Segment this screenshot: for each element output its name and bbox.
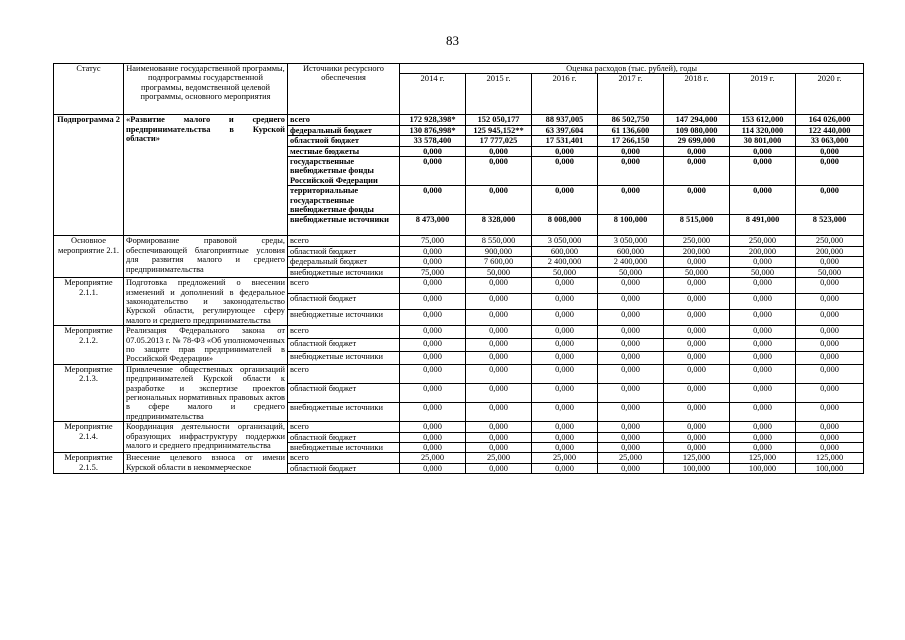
- row-value: 0,000: [466, 351, 532, 364]
- row-value: 0,000: [796, 157, 864, 186]
- row-value: 0,000: [598, 443, 664, 453]
- row-value: 0,000: [730, 146, 796, 156]
- row-value: 75,000: [400, 267, 466, 277]
- row-value: 0,000: [598, 432, 664, 442]
- row-funding-source: всего: [288, 236, 400, 246]
- row-value: 172 928,398*: [400, 115, 466, 125]
- row-value: 25,000: [466, 453, 532, 463]
- row-funding-source: областной бюджет: [288, 246, 400, 256]
- row-value: 50,000: [466, 267, 532, 277]
- row-value: 164 026,000: [796, 115, 864, 125]
- row-value: 0,000: [664, 146, 730, 156]
- row-funding-source: областной бюджет: [288, 136, 400, 146]
- row-value: 100,000: [664, 463, 730, 473]
- row-value: 600,000: [532, 246, 598, 256]
- row-value: 0,000: [466, 339, 532, 352]
- row-value: 0,000: [730, 257, 796, 267]
- row-value: 0,000: [598, 278, 664, 294]
- row-value: 0,000: [532, 339, 598, 352]
- row-value: 100,000: [796, 463, 864, 473]
- row-funding-source: внебюджетные источники: [288, 267, 400, 277]
- row-value: 0,000: [400, 186, 466, 215]
- row-funding-source: всего: [288, 115, 400, 125]
- table-row: [54, 278, 864, 294]
- row-value: 0,000: [532, 157, 598, 186]
- row-value: 0,000: [532, 422, 598, 432]
- row-value: 0,000: [598, 351, 664, 364]
- row-value: 8 328,000: [466, 215, 532, 236]
- row-value: 0,000: [664, 310, 730, 326]
- row-value: 130 876,998*: [400, 125, 466, 135]
- row-value: 0,000: [730, 186, 796, 215]
- table-row: [54, 364, 864, 383]
- row-value: 0,000: [598, 463, 664, 473]
- row-value: 0,000: [532, 432, 598, 442]
- row-value: 0,000: [532, 326, 598, 339]
- header-year: 2020 г.: [796, 74, 864, 115]
- table-header: [54, 64, 864, 115]
- row-value: 250,000: [664, 236, 730, 246]
- row-value: 0,000: [598, 383, 664, 402]
- row-program-name: Внесение целевого взноса от имени Курской области в некоммерческое: [124, 453, 288, 474]
- row-funding-source: областной бюджет: [288, 339, 400, 352]
- row-value: 0,000: [466, 422, 532, 432]
- row-value: 0,000: [400, 432, 466, 442]
- header-status: Статус: [54, 64, 124, 115]
- row-value: 0,000: [532, 463, 598, 473]
- row-value: 8 491,000: [730, 215, 796, 236]
- table-row: [54, 326, 864, 339]
- row-value: 0,000: [664, 186, 730, 215]
- row-value: 0,000: [664, 403, 730, 422]
- row-value: 0,000: [796, 403, 864, 422]
- table-row: [54, 236, 864, 246]
- row-value: 0,000: [400, 157, 466, 186]
- row-program-name: Формирование правовой среды, обеспечивающей благоприятные условия для развития малого и среднего предпринимательства: [124, 236, 288, 278]
- row-value: 50,000: [664, 267, 730, 277]
- row-value: 0,000: [664, 339, 730, 352]
- row-value: 0,000: [466, 146, 532, 156]
- row-funding-source: всего: [288, 453, 400, 463]
- row-value: 125 945,152**: [466, 125, 532, 135]
- row-program-name: Подготовка предложений о внесении изменений и дополнений в федеральное законодательство и законодательство Курской области, регулирующее сферу малого и среднего предпринимательства: [124, 278, 288, 326]
- row-value: 250,000: [730, 236, 796, 246]
- row-value: 0,000: [664, 326, 730, 339]
- row-value: 200,000: [796, 246, 864, 256]
- row-value: 25,000: [598, 453, 664, 463]
- header-estimate: Оценка расходов (тыс. рублей), годы: [400, 64, 864, 74]
- row-value: 17 531,401: [532, 136, 598, 146]
- row-value: 0,000: [730, 310, 796, 326]
- row-program-name: Реализация Федерального закона от 07.05.2013 г. № 78-ФЗ «Об уполномоченных по защите прав предпринимателей в Российской Федерации»: [124, 326, 288, 365]
- row-value: 0,000: [400, 310, 466, 326]
- row-value: 0,000: [466, 463, 532, 473]
- row-value: 0,000: [400, 364, 466, 383]
- row-value: 0,000: [796, 326, 864, 339]
- row-value: 122 440,000: [796, 125, 864, 135]
- row-value: 50,000: [598, 267, 664, 277]
- row-value: 61 136,600: [598, 125, 664, 135]
- budget-table: [53, 63, 864, 474]
- row-value: 0,000: [400, 246, 466, 256]
- header-year: 2015 г.: [466, 74, 532, 115]
- row-value: 8 515,000: [664, 215, 730, 236]
- row-value: 0,000: [532, 403, 598, 422]
- row-value: 0,000: [532, 278, 598, 294]
- row-value: 50,000: [532, 267, 598, 277]
- row-value: 0,000: [598, 326, 664, 339]
- row-value: 0,000: [466, 310, 532, 326]
- row-value: 0,000: [532, 383, 598, 402]
- row-value: 0,000: [532, 146, 598, 156]
- row-value: 0,000: [532, 364, 598, 383]
- row-value: 0,000: [730, 403, 796, 422]
- row-funding-source: государственные внебюджетные фонды Российской Федерации: [288, 157, 400, 186]
- row-value: 0,000: [400, 383, 466, 402]
- row-value: 200,000: [664, 246, 730, 256]
- row-value: 0,000: [598, 364, 664, 383]
- row-value: 0,000: [796, 422, 864, 432]
- table-row: [54, 453, 864, 463]
- row-value: 0,000: [664, 278, 730, 294]
- row-program-name: Координация деятельности организаций, образующих инфраструктуру поддержки малого и среднего предпринимательства: [124, 422, 288, 453]
- row-value: 0,000: [730, 339, 796, 352]
- row-value: 3 050,000: [532, 236, 598, 246]
- row-status: Мероприятие 2.1.5.: [54, 453, 124, 474]
- row-value: 0,000: [796, 432, 864, 442]
- row-funding-source: областной бюджет: [288, 463, 400, 473]
- row-value: 0,000: [400, 294, 466, 310]
- row-status: Мероприятие 2.1.4.: [54, 422, 124, 453]
- row-value: 0,000: [466, 186, 532, 215]
- row-funding-source: внебюджетные источники: [288, 215, 400, 236]
- row-funding-source: всего: [288, 422, 400, 432]
- row-value: 0,000: [664, 364, 730, 383]
- row-value: 0,000: [598, 186, 664, 215]
- row-value: 33 578,400: [400, 136, 466, 146]
- row-value: 0,000: [796, 294, 864, 310]
- row-value: 75,000: [400, 236, 466, 246]
- row-value: 0,000: [466, 443, 532, 453]
- row-value: 25,000: [532, 453, 598, 463]
- row-status: Мероприятие 2.1.3.: [54, 364, 124, 421]
- header-sources: Источники ресурсного обеспечения: [288, 64, 400, 115]
- row-value: 8 008,000: [532, 215, 598, 236]
- row-value: 8 550,000: [466, 236, 532, 246]
- row-value: 17 777,025: [466, 136, 532, 146]
- row-funding-source: всего: [288, 364, 400, 383]
- row-value: 0,000: [664, 294, 730, 310]
- row-value: 0,000: [664, 443, 730, 453]
- row-value: 0,000: [796, 146, 864, 156]
- row-funding-source: внебюджетные источники: [288, 351, 400, 364]
- row-value: 0,000: [796, 339, 864, 352]
- row-value: 86 502,750: [598, 115, 664, 125]
- row-value: 250,000: [796, 236, 864, 246]
- row-value: 0,000: [598, 403, 664, 422]
- row-value: 0,000: [664, 157, 730, 186]
- row-program-name: Привлечение общественных организаций предпринимателей Курской области к разработке и экспертизе проектов региональных нормативных правовых актов в сфере малого и среднего предпринимательства: [124, 364, 288, 421]
- row-value: 600,000: [598, 246, 664, 256]
- row-value: 0,000: [730, 432, 796, 442]
- row-value: 0,000: [730, 294, 796, 310]
- header-year: 2017 г.: [598, 74, 664, 115]
- row-funding-source: областной бюджет: [288, 294, 400, 310]
- row-value: 0,000: [730, 422, 796, 432]
- row-value: 63 397,604: [532, 125, 598, 135]
- row-value: 0,000: [400, 351, 466, 364]
- row-funding-source: внебюджетные источники: [288, 443, 400, 453]
- row-value: 0,000: [400, 403, 466, 422]
- row-value: 0,000: [466, 364, 532, 383]
- row-value: 109 080,000: [664, 125, 730, 135]
- row-value: 0,000: [400, 339, 466, 352]
- row-value: 0,000: [532, 351, 598, 364]
- row-value: 29 699,000: [664, 136, 730, 146]
- row-value: 0,000: [730, 443, 796, 453]
- row-funding-source: федеральный бюджет: [288, 257, 400, 267]
- row-value: 0,000: [598, 157, 664, 186]
- header-year: 2016 г.: [532, 74, 598, 115]
- row-value: 114 320,000: [730, 125, 796, 135]
- row-value: 0,000: [796, 351, 864, 364]
- row-value: 0,000: [664, 383, 730, 402]
- header-year: 2014 г.: [400, 74, 466, 115]
- row-funding-source: внебюджетные источники: [288, 310, 400, 326]
- row-value: 0,000: [466, 403, 532, 422]
- row-value: 153 612,000: [730, 115, 796, 125]
- row-value: 0,000: [598, 422, 664, 432]
- row-value: 900,000: [466, 246, 532, 256]
- row-value: 0,000: [598, 339, 664, 352]
- row-value: 8 473,000: [400, 215, 466, 236]
- row-value: 0,000: [400, 463, 466, 473]
- row-value: 0,000: [400, 146, 466, 156]
- table-row: [54, 115, 864, 125]
- row-value: 33 063,000: [796, 136, 864, 146]
- row-value: 0,000: [400, 326, 466, 339]
- row-funding-source: всего: [288, 326, 400, 339]
- row-status: Основное мероприятие 2.1.: [54, 236, 124, 278]
- row-value: 30 801,000: [730, 136, 796, 146]
- row-value: 0,000: [730, 383, 796, 402]
- row-value: 200,000: [730, 246, 796, 256]
- row-value: 50,000: [730, 267, 796, 277]
- row-value: 100,000: [730, 463, 796, 473]
- row-value: 2 400,000: [532, 257, 598, 267]
- row-value: 0,000: [664, 351, 730, 364]
- row-value: 0,000: [400, 422, 466, 432]
- row-value: 125,000: [796, 453, 864, 463]
- row-funding-source: федеральный бюджет: [288, 125, 400, 135]
- row-funding-source: областной бюджет: [288, 383, 400, 402]
- row-value: 8 523,000: [796, 215, 864, 236]
- row-value: 0,000: [532, 186, 598, 215]
- row-value: 7 600,00: [466, 257, 532, 267]
- row-value: 0,000: [796, 186, 864, 215]
- row-value: 0,000: [532, 294, 598, 310]
- row-value: 0,000: [400, 443, 466, 453]
- row-value: 0,000: [466, 432, 532, 442]
- row-value: 125,000: [730, 453, 796, 463]
- row-value: 8 100,000: [598, 215, 664, 236]
- row-value: 125,000: [664, 453, 730, 463]
- row-value: 50,000: [796, 267, 864, 277]
- row-value: 0,000: [598, 146, 664, 156]
- row-value: 0,000: [796, 310, 864, 326]
- row-value: 0,000: [796, 443, 864, 453]
- row-value: 2 400,000: [598, 257, 664, 267]
- row-value: 0,000: [532, 443, 598, 453]
- row-value: 0,000: [796, 383, 864, 402]
- row-value: 0,000: [730, 351, 796, 364]
- row-value: 0,000: [730, 364, 796, 383]
- row-value: 0,000: [730, 278, 796, 294]
- row-value: 0,000: [466, 278, 532, 294]
- row-status: Подпрограмма 2: [54, 115, 124, 236]
- table-body: [54, 115, 864, 474]
- row-value: 0,000: [598, 310, 664, 326]
- header-year: 2019 г.: [730, 74, 796, 115]
- row-program-name: «Развитие малого и среднего предпринимательства в Курской области»: [124, 115, 288, 236]
- row-funding-source: внебюджетные источники: [288, 403, 400, 422]
- row-value: 0,000: [466, 157, 532, 186]
- row-value: 0,000: [796, 278, 864, 294]
- page-number: 83: [446, 33, 459, 48]
- row-value: 0,000: [466, 294, 532, 310]
- row-value: 152 050,177: [466, 115, 532, 125]
- row-value: 3 050,000: [598, 236, 664, 246]
- row-funding-source: территориальные государственные внебюджетные фонды: [288, 186, 400, 215]
- header-year: 2018 г.: [664, 74, 730, 115]
- row-value: 0,000: [664, 422, 730, 432]
- row-status: Мероприятие 2.1.1.: [54, 278, 124, 326]
- row-value: 0,000: [532, 310, 598, 326]
- row-funding-source: всего: [288, 278, 400, 294]
- row-value: 0,000: [466, 383, 532, 402]
- row-value: 0,000: [730, 326, 796, 339]
- row-value: 88 937,005: [532, 115, 598, 125]
- row-value: 25,000: [400, 453, 466, 463]
- row-value: 0,000: [466, 326, 532, 339]
- row-value: 0,000: [730, 157, 796, 186]
- row-value: 0,000: [664, 257, 730, 267]
- row-status: Мероприятие 2.1.2.: [54, 326, 124, 365]
- row-value: 0,000: [400, 278, 466, 294]
- row-funding-source: областной бюджет: [288, 432, 400, 442]
- row-value: 0,000: [598, 294, 664, 310]
- row-value: 17 266,150: [598, 136, 664, 146]
- row-value: 0,000: [796, 257, 864, 267]
- row-value: 0,000: [796, 364, 864, 383]
- row-value: 147 294,000: [664, 115, 730, 125]
- row-funding-source: местные бюджеты: [288, 146, 400, 156]
- row-value: 0,000: [400, 257, 466, 267]
- header-name: Наименование государственной программы, подпрограммы государственной программы, ведомственной целевой программы, основного мероприятия: [124, 64, 288, 115]
- row-value: 0,000: [664, 432, 730, 442]
- table-row: [54, 422, 864, 432]
